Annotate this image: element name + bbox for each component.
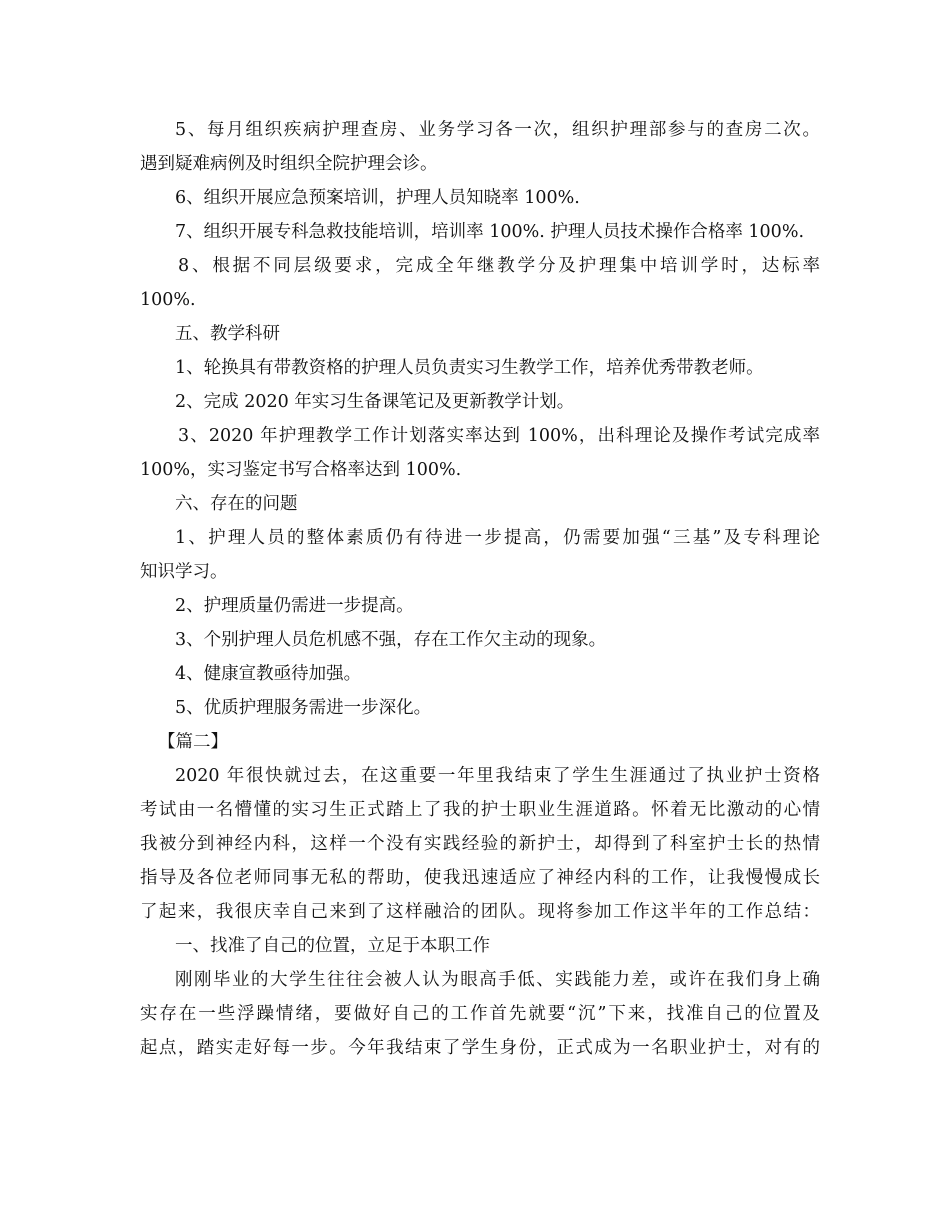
text-line: 我被分到神经内科，这样一个没有实践经验的新护士，却得到了科室护士长的热情 xyxy=(140,834,820,854)
text-line: 遇到疑难病例及时组织全院护理会诊。 xyxy=(140,154,438,174)
section-heading: 一、找准了自己的位置，立足于本职工作 xyxy=(175,936,490,956)
text-line: 刚刚毕业的大学生往往会被人认为眼高手低、实践能力差，或许在我们身上确 xyxy=(175,970,820,990)
text-line: 实存在一些浮躁情绪，要做好自己的工作首先就要“沉”下来，找准自己的位置及 xyxy=(140,1004,820,1024)
text-line: 8、根据不同层级要求，完成全年继教学分及护理集中培训学时，达标率 xyxy=(178,256,820,276)
text-line: 2、完成 2020 年实习生备课笔记及更新教学计划。 xyxy=(175,392,575,412)
text-line: 3、个别护理人员危机感不强，存在工作欠主动的现象。 xyxy=(175,630,607,650)
text-line: 100%，实习鉴定书写合格率达到 100%. xyxy=(140,460,462,480)
text-line: 4、健康宣教亟待加强。 xyxy=(175,664,362,684)
section-heading: 六、存在的问题 xyxy=(175,494,298,514)
part-heading: 【篇二】 xyxy=(158,732,228,752)
text-line: 100%. xyxy=(140,290,196,310)
text-line: 起点，踏实走好每一步。今年我结束了学生身份，正式成为一名职业护士，对有的 xyxy=(140,1038,820,1058)
text-line: 指导及各位老师同事无私的帮助，使我迅速适应了神经内科的工作，让我慢慢成长 xyxy=(140,868,820,888)
text-line: 2、护理质量仍需进一步提高。 xyxy=(175,596,414,616)
text-line: 7、组织开展专科急救技能培训，培训率 100%. 护理人员技术操作合格率 100%. xyxy=(175,222,805,242)
text-line: 2020 年很快就过去，在这重要一年里我结束了学生生涯通过了执业护士资格 xyxy=(175,766,820,786)
text-line: 5、每月组织疾病护理查房、业务学习各一次，组织护理部参与的查房二次。 xyxy=(175,120,820,140)
text-line: 了起来，我很庆幸自己来到了这样融洽的团队。现将参加工作这半年的工作总结： xyxy=(140,902,820,922)
text-line: 考试由一名懵懂的实习生正式踏上了我的护士职业生涯道路。怀着无比激动的心情 xyxy=(140,800,820,820)
text-line: 3、2020 年护理教学工作计划落实率达到 100%，出科理论及操作考试完成率 xyxy=(178,426,820,446)
section-heading: 五、教学科研 xyxy=(175,324,280,344)
text-line: 知识学习。 xyxy=(140,562,228,582)
text-line: 1、轮换具有带教资格的护理人员负责实习生教学工作，培养优秀带教老师。 xyxy=(175,358,764,378)
text-line: 5、优质护理服务需进一步深化。 xyxy=(175,698,432,718)
text-line: 6、组织开展应急预案培训，护理人员知晓率 100%. xyxy=(175,188,580,208)
text-line: 1、护理人员的整体素质仍有待进一步提高，仍需要加强“三基”及专科理论 xyxy=(175,528,820,548)
